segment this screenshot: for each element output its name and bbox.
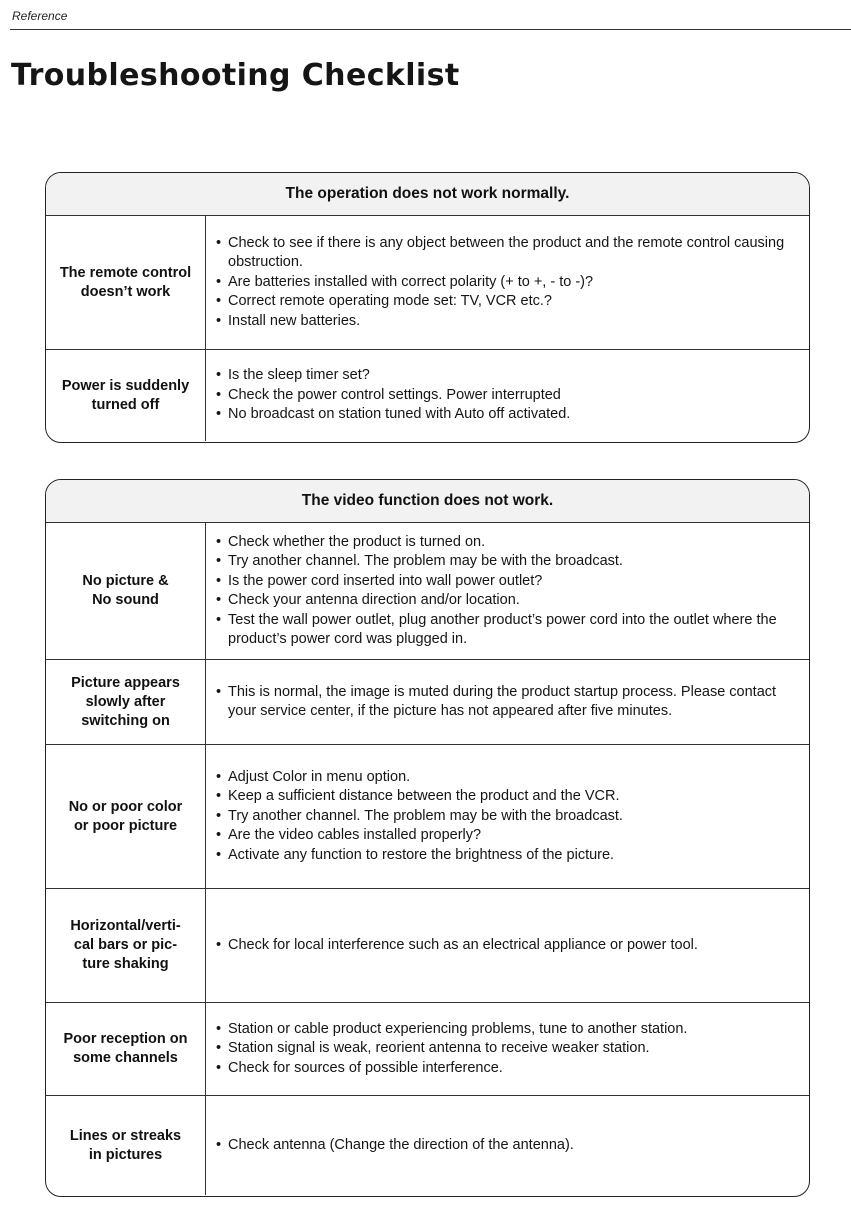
remedy-cell	[206, 889, 809, 1002]
table-row	[46, 660, 809, 745]
check-item: • No broadcast on station tuned with Auto off activated.	[214, 405, 797, 425]
video-table	[45, 479, 810, 1197]
check-item: • Is the power cord inserted into wall power outlet?	[214, 572, 797, 592]
table-row	[46, 216, 809, 350]
remedy-cell	[206, 1003, 809, 1095]
table-title: The operation does not work normally.	[46, 173, 809, 216]
check-item: • Check the power control settings. Power interrupted	[214, 386, 797, 406]
remedy-cell	[206, 350, 809, 441]
check-item: • Are the video cables installed properly?	[214, 826, 797, 846]
table-row	[46, 350, 809, 441]
symptom-cell: The remote control doesn’t work	[46, 216, 206, 349]
check-item: • Are batteries installed with correct polarity (+ to +, - to -)?	[214, 273, 797, 293]
check-item: • This is normal, the image is muted during the product startup process. Please contact your service center, if the picture has not appeared after five minutes.	[214, 683, 797, 722]
check-item: • Check whether the product is turned on.	[214, 533, 797, 553]
header-rule	[10, 29, 851, 30]
table-row	[46, 1003, 809, 1096]
check-item: • Correct remote operating mode set: TV, VCR etc.?	[214, 292, 797, 312]
check-item: • Adjust Color in menu option.	[214, 768, 797, 788]
check-item: • Test the wall power outlet, plug another product’s power cord into the outlet where the product’s power cord was plugged in.	[214, 611, 797, 650]
table-row	[46, 745, 809, 889]
operation-table	[45, 172, 810, 443]
check-item: • Station signal is weak, reorient antenna to receive weaker station.	[214, 1039, 797, 1059]
check-item: • Check antenna (Change the direction of the antenna).	[214, 1136, 797, 1156]
check-item: • Activate any function to restore the brightness of the picture.	[214, 846, 797, 866]
check-item: • Keep a sufficient distance between the product and the VCR.	[214, 787, 797, 807]
remedy-cell	[206, 523, 809, 659]
symptom-cell: Power is suddenly turned off	[46, 350, 206, 441]
table-row	[46, 523, 809, 660]
check-item: • Station or cable product experiencing problems, tune to another station.	[214, 1020, 797, 1040]
section-label: Reference	[12, 9, 68, 23]
symptom-cell: Poor reception on some channels	[46, 1003, 206, 1095]
remedy-cell	[206, 216, 809, 349]
symptom-cell: Lines or streaks in pictures	[46, 1096, 206, 1195]
check-item: • Check for local interference such as an electrical appliance or power tool.	[214, 936, 797, 956]
check-item: • Is the sleep timer set?	[214, 366, 797, 386]
symptom-cell: Picture appears slowly after switching on	[46, 660, 206, 744]
check-item: • Try another channel. The problem may be with the broadcast.	[214, 552, 797, 572]
remedy-cell	[206, 745, 809, 888]
check-item: • Try another channel. The problem may be with the broadcast.	[214, 807, 797, 827]
symptom-cell: Horizontal/verti- cal bars or pic- ture shaking	[46, 889, 206, 1002]
check-item: • Install new batteries.	[214, 312, 797, 332]
table-title: The video function does not work.	[46, 480, 809, 523]
symptom-cell: No or poor color or poor picture	[46, 745, 206, 888]
check-item: • Check your antenna direction and/or location.	[214, 591, 797, 611]
check-item: • Check to see if there is any object between the product and the remote control causing obstruction.	[214, 234, 797, 273]
check-item: • Check for sources of possible interference.	[214, 1059, 797, 1079]
remedy-cell	[206, 660, 809, 744]
remedy-cell	[206, 1096, 809, 1195]
table-row	[46, 1096, 809, 1195]
symptom-cell: No picture & No sound	[46, 523, 206, 659]
table-row	[46, 889, 809, 1003]
page-title: Troubleshooting Checklist	[11, 58, 460, 93]
